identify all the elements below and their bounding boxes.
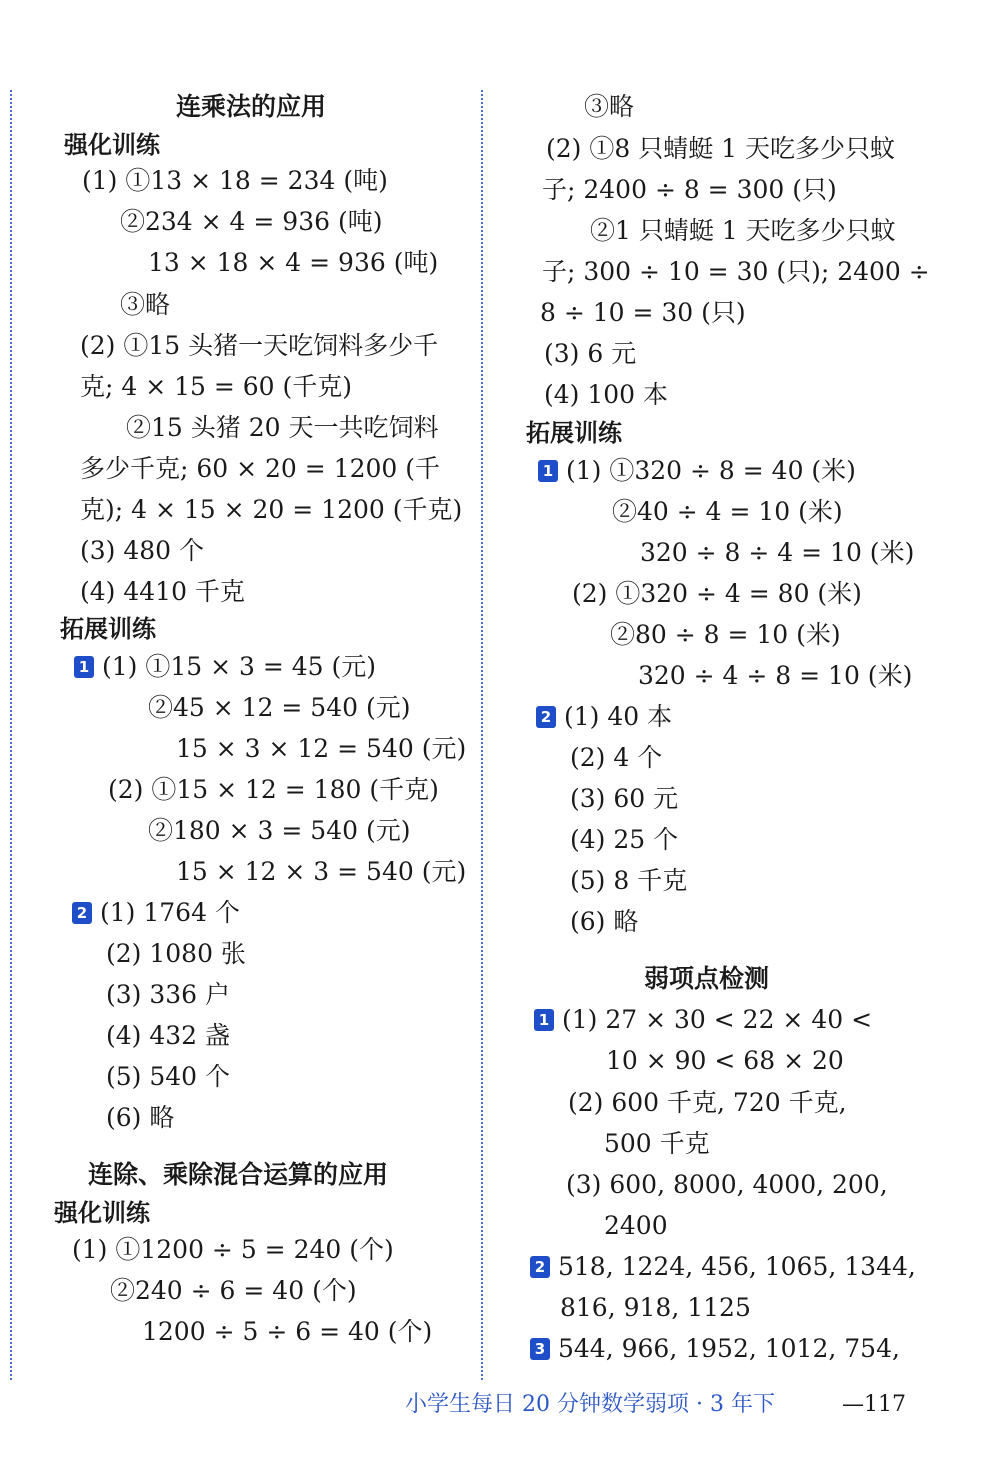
- answer-line: 1 (1) 27 × 30 < 22 × 40 <: [534, 1003, 872, 1037]
- answer-line: (1) ①1200 ÷ 5 = 240 (个): [72, 1235, 394, 1264]
- answer-line: 10 × 90 < 68 × 20: [606, 1046, 844, 1075]
- answer-line: 320 ÷ 4 ÷ 8 = 10 (米): [638, 661, 913, 690]
- answer-line: (3) 600, 8000, 4000, 200,: [566, 1170, 888, 1199]
- answer-line: 320 ÷ 8 ÷ 4 = 10 (米): [640, 538, 915, 567]
- subheader-extend-right: 拓展训练: [526, 419, 622, 447]
- answer-line: ②240 ÷ 6 = 40 (个): [110, 1276, 357, 1305]
- answer-line: 816, 918, 1125: [560, 1293, 751, 1322]
- column-divider: [481, 90, 483, 1380]
- answer-line: (6) 略: [570, 907, 639, 936]
- answer-line: (2) 600 千克, 720 千克,: [568, 1088, 847, 1117]
- answer-line: ③略: [120, 290, 171, 319]
- section-title-divide: 连除、乘除混合运算的应用: [88, 1160, 389, 1189]
- answer-line: 15 × 12 × 3 = 540 (元): [176, 857, 467, 886]
- question-badge: 2: [530, 1256, 550, 1278]
- answer-line: (5) 8 千克: [570, 866, 688, 895]
- answer-line: ③略: [584, 92, 635, 121]
- subheader-extend: 拓展训练: [60, 615, 156, 643]
- answer-line: 克; 4 × 15 = 60 (千克): [80, 372, 353, 401]
- answer-line: (2) 1080 张: [106, 939, 246, 968]
- answer-line: 500 千克: [604, 1129, 710, 1158]
- answer-line: ②45 × 12 = 540 (元): [148, 693, 411, 722]
- answer-line: (4) 432 盏: [106, 1021, 231, 1050]
- answer-line: ②80 ÷ 8 = 10 (米): [610, 620, 841, 649]
- answer-line: (3) 480 个: [80, 536, 205, 565]
- answer-line: (2) ①15 × 12 = 180 (千克): [108, 775, 439, 804]
- answer-line: 克); 4 × 15 × 20 = 1200 (千克): [80, 495, 463, 524]
- left-margin-line: [10, 90, 12, 1380]
- answer-line: (3) 60 元: [570, 784, 679, 813]
- answer-line: ②234 × 4 = 936 (吨): [120, 207, 383, 236]
- answer-line: 13 × 18 × 4 = 936 (吨): [148, 248, 439, 277]
- answer-line: (4) 100 本: [544, 380, 669, 409]
- question-badge: 1: [538, 460, 558, 482]
- answer-line: (2) ①320 ÷ 4 = 80 (米): [572, 579, 862, 608]
- subheader-strengthen-2: 强化训练: [54, 1199, 150, 1227]
- answer-line: (2) ①15 头猪一天吃饲料多少千: [80, 331, 439, 360]
- answer-line: (3) 6 元: [544, 339, 637, 368]
- page-number: —117: [842, 1392, 906, 1417]
- answer-line: (4) 4410 千克: [80, 577, 245, 606]
- answer-line: 8 ÷ 10 = 30 (只): [540, 298, 746, 327]
- answer-line: 子; 300 ÷ 10 = 30 (只); 2400 ÷: [542, 257, 930, 286]
- question-badge: 1: [74, 656, 94, 678]
- question-badge: 1: [534, 1009, 554, 1031]
- section-title-weak-points: 弱项点检测: [644, 964, 770, 993]
- answer-line: (6) 略: [106, 1103, 175, 1132]
- answer-line: 1200 ÷ 5 ÷ 6 = 40 (个): [142, 1317, 433, 1346]
- question-badge: 2: [72, 902, 92, 924]
- answer-line: (5) 540 个: [106, 1062, 231, 1091]
- answer-line: (3) 336 户: [106, 980, 231, 1009]
- answer-line: (2) ①8 只蜻蜓 1 天吃多少只蚊: [546, 134, 896, 163]
- book-title-footer: 小学生每日 20 分钟数学弱项 · 3 年下: [405, 1392, 775, 1417]
- answer-line: 15 × 3 × 12 = 540 (元): [176, 734, 467, 763]
- answer-line: 2 (1) 1764 个: [72, 896, 240, 930]
- question-badge: 3: [530, 1338, 550, 1360]
- answer-line: 2 518, 1224, 456, 1065, 1344,: [530, 1250, 916, 1284]
- section-title-multiply: 连乘法的应用: [176, 92, 327, 121]
- answer-line: 多少千克; 60 × 20 = 1200 (千: [80, 454, 440, 483]
- answer-line: 3 544, 966, 1952, 1012, 754,: [530, 1332, 900, 1366]
- answer-line: 2400: [604, 1211, 668, 1240]
- answer-line: (4) 25 个: [570, 825, 679, 854]
- subheader-strengthen: 强化训练: [64, 131, 160, 159]
- answer-line: ②180 × 3 = 540 (元): [148, 816, 411, 845]
- answer-line: 1 (1) ①320 ÷ 8 = 40 (米): [538, 454, 856, 488]
- answer-line: ②15 头猪 20 天一共吃饲料: [126, 413, 439, 442]
- answer-line: ②40 ÷ 4 = 10 (米): [612, 497, 843, 526]
- answer-line: 2 (1) 40 本: [536, 700, 672, 734]
- answer-line: (2) 4 个: [570, 743, 663, 772]
- answer-line: 子; 2400 ÷ 8 = 300 (只): [542, 175, 837, 204]
- answer-line: ②1 只蜻蜓 1 天吃多少只蚊: [590, 216, 896, 245]
- question-badge: 2: [536, 706, 556, 728]
- answer-line: (1) ①13 × 18 = 234 (吨): [82, 166, 388, 195]
- answer-line: 1 (1) ①15 × 3 = 45 (元): [74, 650, 376, 684]
